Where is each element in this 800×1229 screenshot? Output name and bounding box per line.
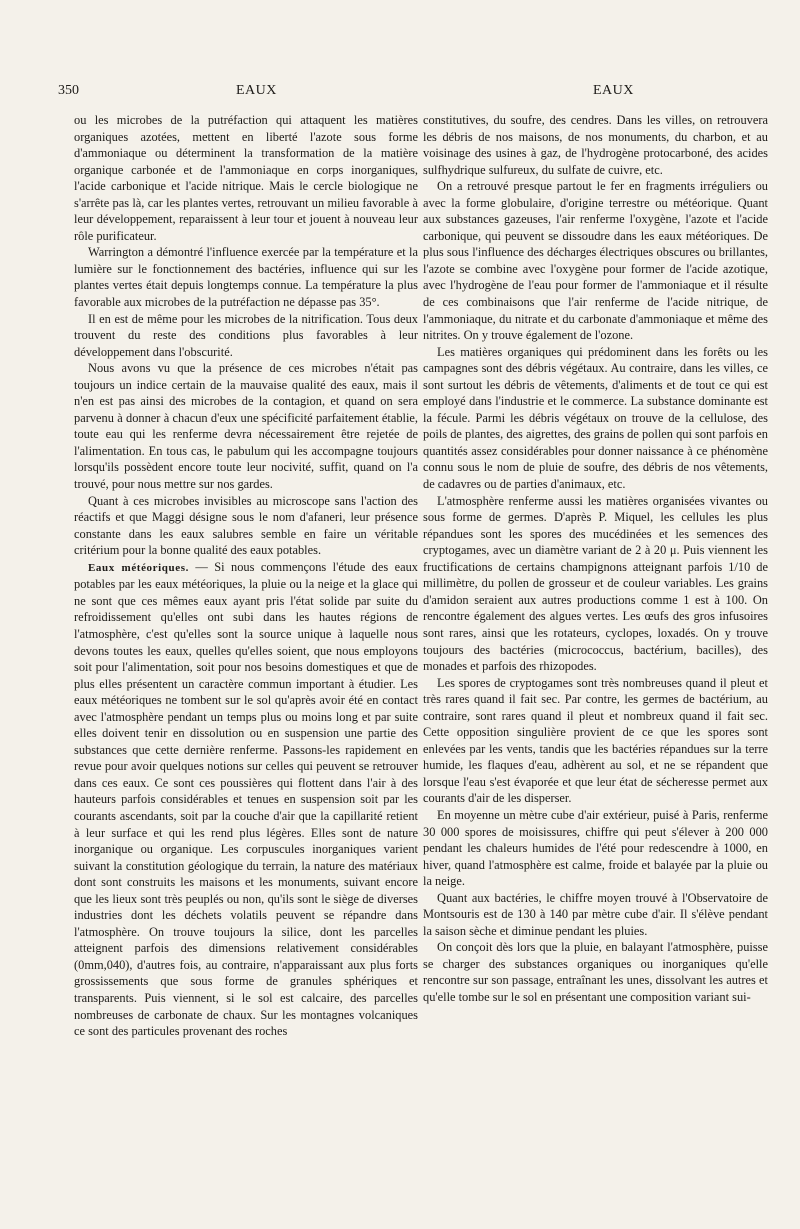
section-heading: Eaux météoriques. bbox=[88, 561, 189, 574]
paragraph: On conçoit dès lors que la pluie, en balayant l'atmosphère, puisse se charger des substances organiques ou inorganiques qu'elle rencontre sur son passage, entraînant les unes, dissolvant les autres et qu'elle tombe sur le sol en présentant une composition variant sui- bbox=[423, 940, 768, 1004]
right-column bbox=[423, 112, 768, 1212]
page-header bbox=[58, 83, 762, 103]
paragraph: ou les microbes de la putréfaction qui attaquent les matières organiques azotées, mettent en liberté l'azote sous forme d'ammoniaque ou déterminent la transformation de la matière organique carbonée et de l'ammoniaque en corps inorganiques, l'acide carbonique et l'acide nitrique. Mais le cercle biologique ne s'arrête pas là, car les plantes vertes, retrouvant un milieu favorable à leur développement, reparaissent à leur tour et jouent à nouveau leur rôle purificateur. bbox=[74, 113, 418, 243]
running-title-left: EAUX bbox=[236, 83, 277, 98]
paragraph: L'atmosphère renferme aussi les matières organisées vivantes ou sous forme de germes. D'après P. Miquel, les cellules les plus répandues sont les spores des mucédinées et les semences des cryptogames, avec un diamètre variant de 2 à 20 μ. Puis viennent les fructifications de certains champignons atteignant parfois 1/10 de millimètre, du pollen de grosseur et de couleur variables. Les grains d'amidon seraient aux autres productions comme 1 est à 100. On rencontre également des algues vertes. Les œufs des gros infusoires sont rares, ainsi que les rotateurs, cyclopes, loxadés. On y trouve toujours des bactéries (micrococcus, bactérium, bacilles), des monades et parfois des rhizopodes. bbox=[423, 493, 768, 674]
paragraph: Les matières organiques qui prédominent dans les forêts ou les campagnes sont des débris végétaux. Au contraire, dans les villes, ce sont surtout les débris de vêtements, d'aliments et de tout ce qui est employé dans l'industrie et le commerce. La substance dominante est la fécule. Parmi les débris végétaux on trouve de la cellulose, des poils de plantes, des aigrettes, des grains de pollen qui sont parfois en quantités assez considérables pour donner naissance à ce phénomène connu sous le nom de pluie de soufre, des débris de nos vêtements, de cadavres ou de parties d'animaux, etc. bbox=[423, 344, 768, 492]
paragraph: Quant aux bactéries, le chiffre moyen trouvé à l'Observatoire de Montsouris est de 130 à 140 par mètre cube d'air. Il s'élève pendant la saison sèche et diminue pendant les pluies. bbox=[423, 890, 768, 938]
left-column bbox=[74, 112, 418, 1212]
page-number: 350 bbox=[58, 83, 79, 98]
paragraph: Les spores de cryptogames sont très nombreuses quand il pleut et très rares quand il fait sec. Par contre, les germes de bactérium, au contraire, sont rares quand il pleut et nombreux quand il fait sec. Cette opposition singulière provient de ce que les spores sont enlevées par les vents, tandis que les bactéries répandues sur la terre humide, les flaques d'eau, adhèrent au sol, et ne se répandent que lorsque l'eau s'est évaporée et que leur état de sécheresse permet aux courants d'air de les disperser. bbox=[423, 675, 768, 806]
paragraph: Nous avons vu que la présence de ces microbes n'était pas toujours un indice certain de la mauvaise qualité des eaux, mais il n'en est pas ainsi des microbes de la contagion, et quand on sera parvenu à donner à chacun d'eux une spécificité parfaitement établie, toute eau qui les renferme devra nécessairement être rejetée de l'alimentation. En tous cas, le pabulum qui les accompagne toujours lorsqu'ils possèdent encore toute leur nocivité, suffit, quand on l'a trouvé, pour nous mettre sur nos gardes. bbox=[74, 361, 418, 492]
paragraph: Warrington a démontré l'influence exercée par la température et la lumière sur le fonctionnement des bactéries, influence qui sur les plantes vertes était depuis longtemps connue. La température la plus favorable aux microbes de la putréfaction ne dépasse pas 35°. bbox=[74, 245, 418, 310]
section-text: — Si nous commençons l'étude des eaux potables par les eaux météoriques, la pluie ou la neige et la glace qui ne sont que ces mêmes eaux ayant pris l'état solide par suite du refroidissement qu'elles ont subi dans les hautes régions de l'atmosphère, c'est qu'elles sont la source unique à laquelle nous devons toutes les eaux, quelles qu'elles soient, que nous employons soit pour l'alimentation, soit pour nos besoins domestiques et que de plus elles présentent un caractère commun important à étudier. Les eaux météoriques ne tombent sur le sol qu'après avoir été en contact avec l'atmosphère pendant un temps plus ou moins long et par suite elles doivent tenir en dissolution ou en suspension une partie des substances que cette dernière renferme. Passons-les rapidement en revue pour avoir quelques notions sur celles qui peuvent se retrouver dans ces eaux. Ce sont ces poussières qui flottent dans l'air à des hauteurs parfois considérables et tenues en suspension soit par les courants ascendants, soit par la couche d'air que la capillarité retient à leur surface et qui les rend plus légères. Elles sont de nature inorganique ou organique. Les corpuscules inorganiques varient suivant la constitution géologique du terrain, la nature des matériaux dont sont construits les maisons et les monuments, suivant encore que les lieux sont très peuplés ou non, qu'ils sont le siège de diverses industries dont les déchets volatils peuvent se répandre dans l'atmosphère. On trouve toujours la silice, dont les parcelles atteignent parfois des dimensions relativement considérables (0mm,040), d'autres fois, au contraire, n'apparaissant aux plus forts grossissements que sous forme de granules sphériques et transparents. Puis viennent, si le sol est calcaire, des parcelles nombreuses de carbonate de chaux. Sur les montagnes volcaniques ce sont des particules provenant des roches bbox=[74, 559, 418, 1039]
paragraph: Quant à ces microbes invisibles au microscope sans l'action des réactifs et que Maggi désigne sous le nom d'afaneri, leur présence constante dans les eaux salubres semble en faire un véritable critérium pour la bonne qualité des eaux potables. bbox=[74, 493, 418, 558]
running-title-right: EAUX bbox=[593, 83, 634, 98]
section-paragraph bbox=[74, 559, 418, 1040]
paragraph: constitutives, du soufre, des cendres. Dans les villes, on retrouvera les débris de nos maisons, de nos monuments, du charbon, et au voisinage des usines à gaz, de l'hydrogène protocarboné, des acides sulfhydrique sulfureux, du sulfate de cuivre, etc. bbox=[423, 113, 768, 177]
paragraph: En moyenne un mètre cube d'air extérieur, puisé à Paris, renferme 30 000 spores de moisissures, chiffre qui peut s'élever à 200 000 pendant les chaleurs humides de l'été pour redescendre à 1000, en hiver, quand l'atmosphère est calme, froide et balayée par la pluie ou la neige. bbox=[423, 807, 768, 889]
paragraph: On a retrouvé presque partout le fer en fragments irréguliers ou avec la forme globulaire, d'origine terrestre ou météorique. Quant aux substances gazeuses, l'air renferme l'oxygène, l'azote et l'acide carbonique, qui peuvent se dissoudre dans les eaux météoriques. De plus sous l'influence des décharges électriques obscures ou brillantes, l'azote se combine avec l'oxygène pour former de l'acide azotique, avec l'hydrogène de l'eau pour former de l'ammoniaque et il résulte de ces combinaisons que l'air renferme de l'acide nitrique, de l'ammoniaque, du nitrate et du carbonate d'ammoniaque et même des nitrites. On y trouve également de l'ozone. bbox=[423, 179, 768, 343]
paragraph: Il en est de même pour les microbes de la nitrification. Tous deux trouvent du reste des conditions plus favorables à leur développement dans l'obscurité. bbox=[74, 311, 418, 359]
